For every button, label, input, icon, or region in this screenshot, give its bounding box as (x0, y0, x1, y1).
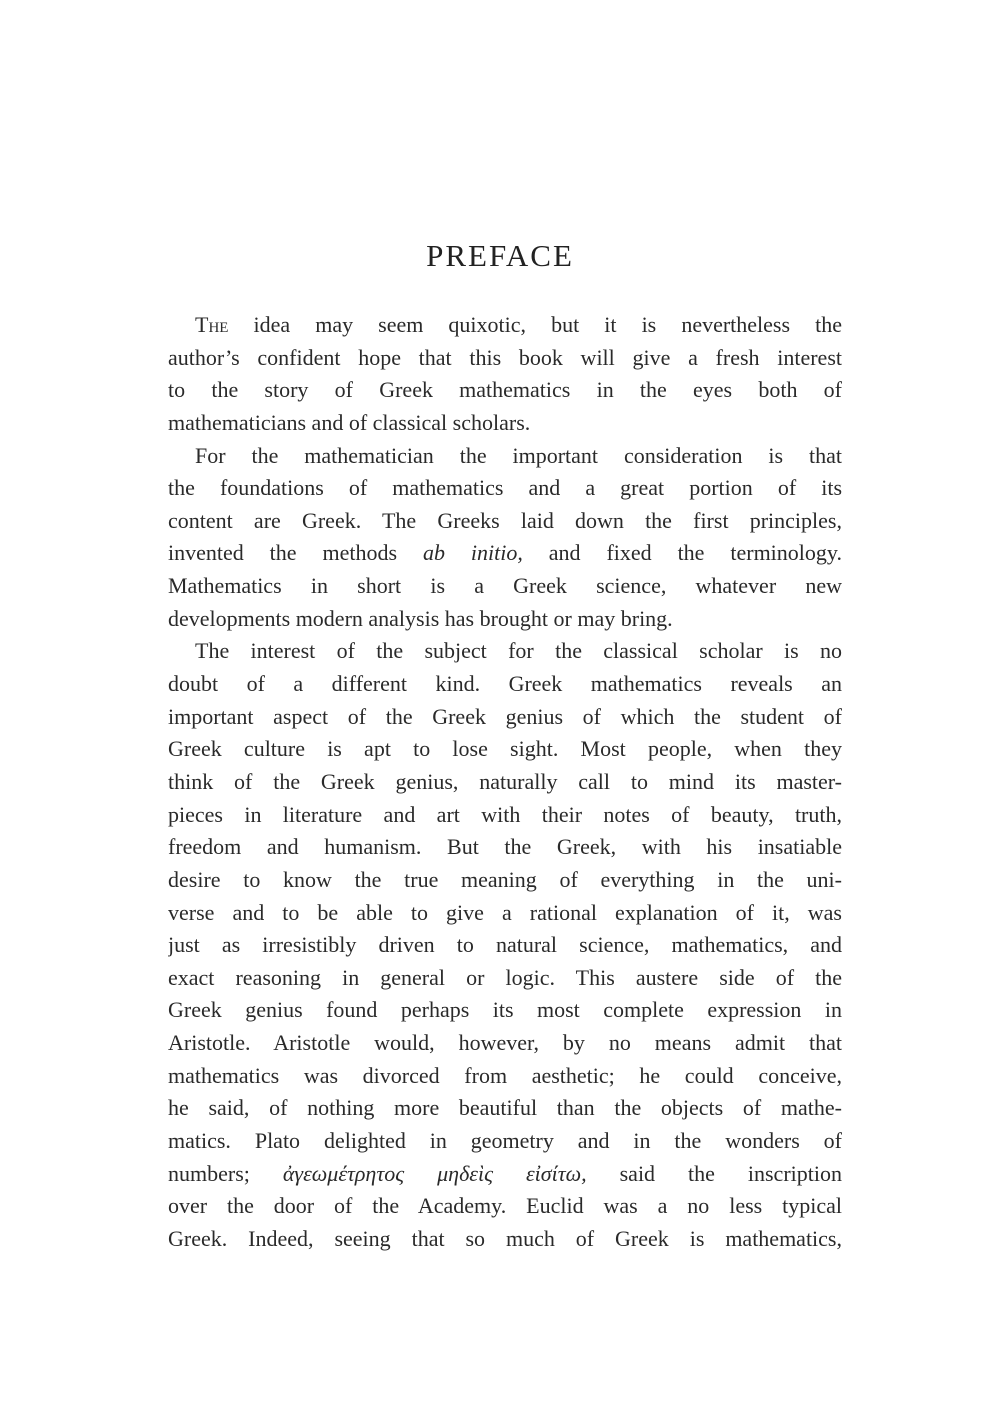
text-line (168, 1027, 842, 1060)
text-run: The (195, 312, 229, 337)
text-line (168, 537, 842, 570)
text-line (168, 1125, 842, 1158)
text-line (168, 994, 842, 1027)
text-line (168, 929, 842, 962)
text-run: numbers; (168, 1160, 283, 1186)
text-run: The interest of the subject for the classical scholar is no (195, 638, 842, 664)
text-run: exact reasoning in general or logic. This austere side of the (168, 964, 842, 990)
text-run: the foundations of mathematics and a great portion of its (168, 475, 842, 501)
text-run: pieces in literature and art with their notes of beauty, truth, (168, 801, 842, 827)
text-run: content are Greek. The Greeks laid down the first principles, (168, 507, 842, 533)
text-line (168, 831, 842, 864)
text-run: matics. Plato delighted in geometry and in the wonders of (168, 1128, 842, 1154)
text-run: to the story of Greek mathematics in the eyes both of (168, 377, 842, 403)
text-line (168, 1060, 842, 1093)
text-run: said the inscription (586, 1160, 842, 1186)
text-run: invented the methods (168, 540, 423, 566)
preface-body (168, 309, 842, 1256)
text-line (168, 472, 842, 505)
paragraph (168, 635, 842, 1255)
text-line (168, 1092, 842, 1125)
page-title: PREFACE (426, 238, 574, 273)
text-run: ab initio, (422, 540, 523, 566)
text-line (168, 733, 842, 766)
text-run: Mathematics in short is a Greek science, whatever new (168, 573, 842, 599)
text-line (168, 799, 842, 832)
text-run: For the mathematician the important consideration is that (195, 442, 842, 468)
text-line (168, 440, 842, 473)
text-line (168, 309, 842, 342)
text-run: Greek genius found perhaps its most complete expression in (168, 997, 842, 1023)
text-line (168, 897, 842, 930)
text-run: and fixed the terminology. (522, 540, 842, 566)
text-run: Aristotle. Aristotle would, however, by no means admit that (168, 1030, 842, 1056)
text-run: mathematicians and of classical scholars. (168, 409, 531, 435)
paragraph (168, 309, 842, 440)
text-run: just as irresistibly driven to natural science, mathematics, and (168, 932, 842, 958)
text-run: doubt of a different kind. Greek mathematics reveals an (168, 671, 842, 697)
text-run: verse and to be able to give a rational explanation of it, was (168, 899, 842, 925)
text-line (168, 668, 842, 701)
text-run: Greek culture is apt to lose sight. Most people, when they (168, 736, 842, 762)
text-line (168, 635, 842, 668)
text-run: freedom and humanism. But the Greek, with his insatiable (168, 834, 842, 860)
text-run: mathematics was divorced from aesthetic; he could conceive, (168, 1062, 842, 1088)
text-line (168, 505, 842, 538)
text-line (168, 570, 842, 603)
text-line (168, 1223, 842, 1256)
greek-inscription: ἀγεωμέτρητος μηδεὶς εἰσίτω, (282, 1160, 587, 1186)
text-line (168, 342, 842, 375)
text-line (168, 701, 842, 734)
text-run: over the door of the Academy. Euclid was a no less typical (168, 1193, 842, 1219)
text-run: author’s confident hope that this book will give a fresh interest (168, 344, 842, 370)
text-run: desire to know the true meaning of everything in the uni- (168, 866, 842, 892)
text-run: developments modern analysis has brought or may bring. (168, 605, 673, 631)
text-line (168, 407, 842, 440)
text-line (168, 1190, 842, 1223)
paragraph (168, 440, 842, 636)
text-line (168, 864, 842, 897)
text-line (168, 374, 842, 407)
text-line (168, 962, 842, 995)
text-run: think of the Greek genius, naturally call to mind its master- (168, 768, 842, 794)
text-run: important aspect of the Greek genius of which the student of (168, 703, 842, 729)
text-line (168, 1158, 842, 1191)
text-line (168, 603, 842, 636)
text-line (168, 766, 842, 799)
text-run: Greek. Indeed, seeing that so much of Greek is mathematics, (168, 1225, 842, 1251)
text-run: idea may seem quixotic, but it is nevertheless the (228, 312, 842, 337)
text-run: he said, of nothing more beautiful than the objects of mathe- (168, 1095, 842, 1121)
